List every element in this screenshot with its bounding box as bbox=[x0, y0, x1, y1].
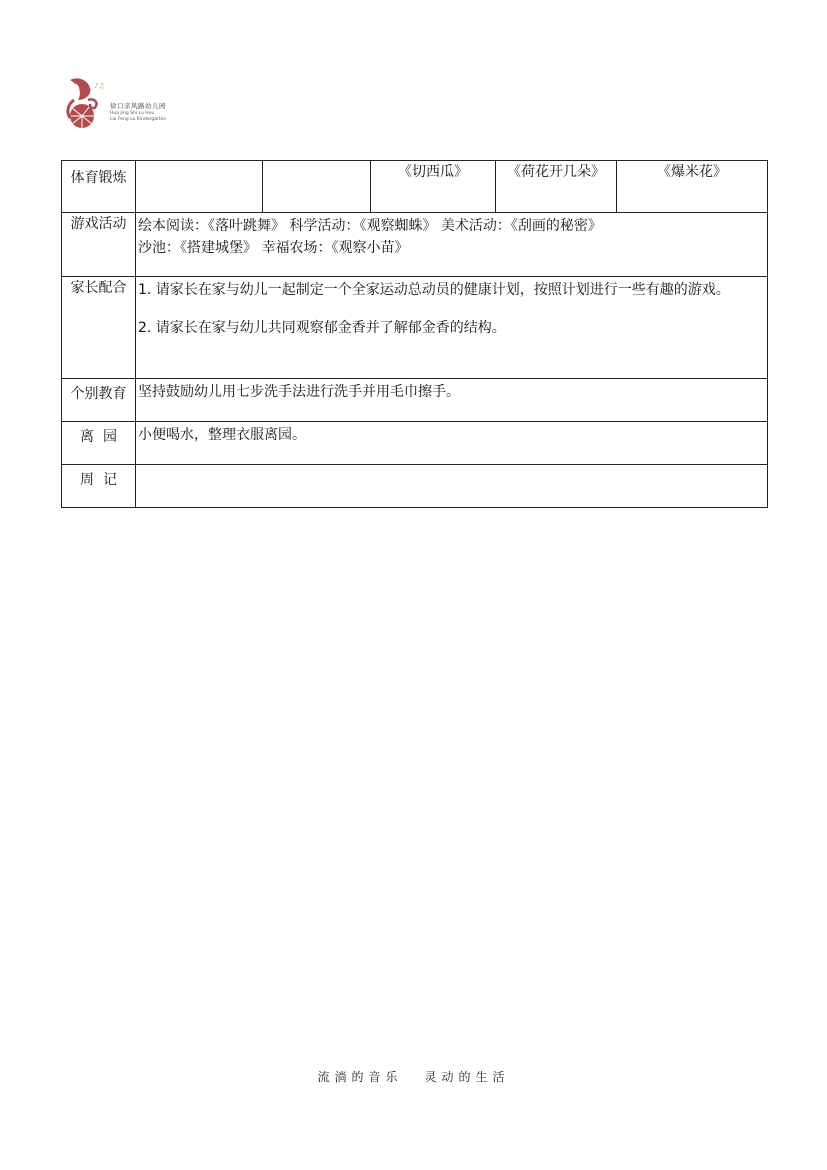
row-label-weekly-notes: 周 记 bbox=[62, 465, 136, 508]
parents-content bbox=[136, 277, 768, 379]
sports-cell-3: 《切西瓜》 bbox=[371, 161, 496, 213]
games-line-2: 沙池：《搭建城堡》 幸福农场：《观察小苗》 bbox=[138, 240, 409, 256]
footer-slogan-right: 灵动的生活 bbox=[424, 1070, 510, 1084]
logo-name-en-line1: Hua Jing Shi Lu Hou bbox=[110, 110, 155, 116]
games-content bbox=[136, 213, 768, 277]
table-row-games bbox=[62, 213, 768, 277]
row-label-individual: 个别教育 bbox=[62, 379, 136, 422]
footer-slogan-left: 流淌的音乐 bbox=[317, 1070, 403, 1084]
table-row-parents bbox=[62, 277, 768, 379]
individual-content bbox=[136, 379, 768, 422]
logo-name-cn: 徐口亲风路幼儿园 bbox=[110, 102, 166, 110]
table-row-individual bbox=[62, 379, 768, 422]
leaving-content bbox=[136, 422, 768, 465]
sports-cell-4: 《荷花开几朵》 bbox=[496, 161, 617, 213]
games-line-1: 绘本阅读：《落叶跳舞》 科学活动：《观察蜘蛛》 美术活动：《刮画的秘密》 bbox=[138, 218, 602, 234]
weekly-plan-table bbox=[61, 160, 768, 508]
sports-cell-1 bbox=[136, 161, 263, 213]
sports-cell-2 bbox=[263, 161, 371, 213]
row-label-leaving: 离 园 bbox=[62, 422, 136, 465]
sports-cell-5: 《爆米花》 bbox=[617, 161, 768, 213]
leaving-text: 小便喝水，整理衣服离园。 bbox=[138, 427, 306, 443]
svg-text:♪♫: ♪♫ bbox=[94, 82, 105, 90]
row-label-games: 游戏活动 bbox=[62, 213, 136, 277]
row-label-parents: 家长配合 bbox=[62, 277, 136, 379]
parents-paragraph-2: 2. 请家长在家与幼儿共同观察郁金香并了解郁金香的结构。 bbox=[138, 320, 506, 336]
weekly-notes-text bbox=[136, 465, 767, 467]
flower-logo-icon bbox=[64, 76, 108, 132]
logo-name-en-line2: Lai Feng Lu Kindergarten bbox=[110, 117, 167, 122]
kindergarten-logo bbox=[64, 76, 184, 132]
table-row-weekly-notes bbox=[62, 465, 768, 508]
table-row-sports bbox=[62, 161, 768, 213]
weekly-notes-content bbox=[136, 465, 768, 508]
page-footer bbox=[0, 1068, 827, 1085]
parents-paragraph-1: 1. 请家长在家与幼儿一起制定一个全家运动总动员的健康计划，按照计划进行一些有趣的游戏。 bbox=[138, 282, 730, 298]
individual-text: 坚持鼓励幼儿用七步洗手法进行洗手并用毛巾擦手。 bbox=[138, 384, 460, 400]
table-row-leaving bbox=[62, 422, 768, 465]
row-label-sports: 体育锻炼 bbox=[62, 161, 136, 213]
